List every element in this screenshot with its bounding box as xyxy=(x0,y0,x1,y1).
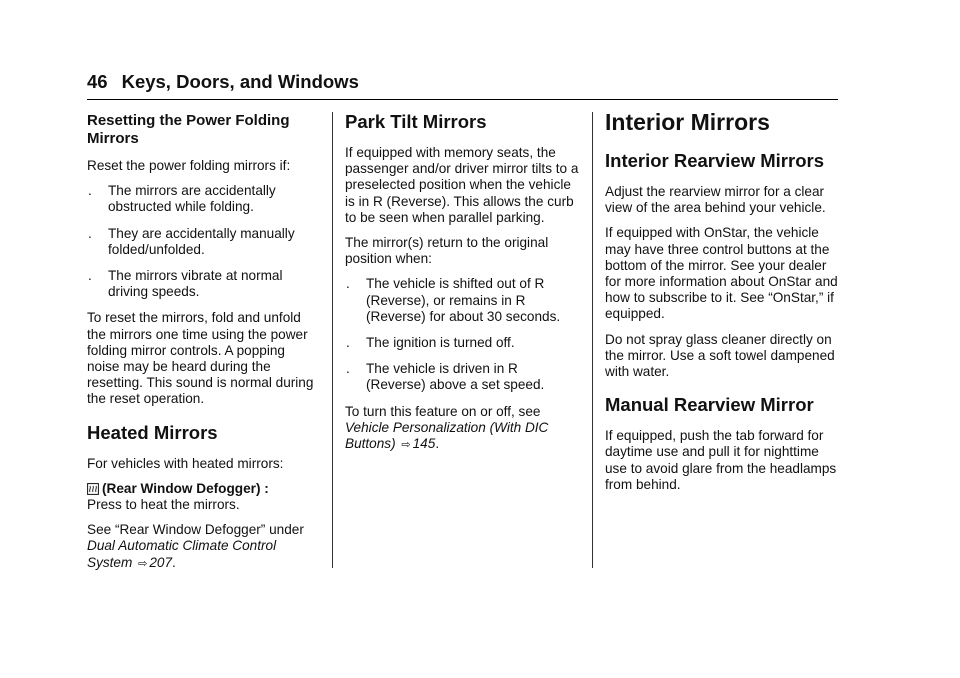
reference-title: Vehicle Personalization (With DIC Buttons) xyxy=(345,419,549,452)
bullet-mark: . xyxy=(88,268,92,284)
bullet-mark: . xyxy=(346,361,350,377)
chapter-section-title: Interior Mirrors xyxy=(605,109,770,135)
list-item: . The mirrors vibrate at normal driving speeds. xyxy=(88,268,283,300)
column-divider xyxy=(332,112,333,568)
bullet-mark: . xyxy=(88,225,92,241)
paragraph: Adjust the rearview mirror for a clear view of the area behind your vehicle. xyxy=(605,184,826,216)
page-reference-icon: ⇨ xyxy=(401,439,411,452)
paragraph: The mirror(s) return to the original position when: xyxy=(345,235,549,267)
list-item: . The vehicle is shifted out of R (Reverse), or remains in R (Reverse) for about 30 seconds. xyxy=(346,276,561,324)
list-item: . The ignition is turned off. xyxy=(346,335,515,351)
paragraph: If equipped with memory seats, the passenger and/or driver mirror tilts to a preselected position when the vehicle is in R (Reverse). This allows the curb to be seen when parallel parking. xyxy=(345,145,579,225)
bullet-list xyxy=(345,276,581,393)
cross-reference: See “Rear Window Defogger” under Dual Automatic Climate Control System ⇨ 207. xyxy=(87,522,304,570)
paragraph: If equipped, push the tab forward for daytime use and pull it for nighttime use to avoid glare from the headlamps from behind. xyxy=(605,428,837,492)
paragraph: If equipped with OnStar, the vehicle may have three control buttons at the bottom of the mirror. See your dealer for more information about OnStar and how to subscribe to it. See “OnStar,” if equipped. xyxy=(605,225,838,322)
list-item: . The mirrors are accidentally obstructed while folding. xyxy=(88,183,276,215)
defogger-description: Press to heat the mirrors. xyxy=(87,497,240,513)
bullet-list xyxy=(87,183,319,300)
paragraph: Reset the power folding mirrors if: xyxy=(87,158,291,173)
reference-title: Dual Automatic Climate Control System xyxy=(87,538,277,570)
bullet-mark: . xyxy=(346,335,350,351)
defogger-label: (Rear Window Defogger) : xyxy=(102,480,269,496)
section-title-heated-mirrors: Heated Mirrors xyxy=(87,421,218,443)
column-divider xyxy=(592,112,593,568)
bullet-mark: . xyxy=(88,183,92,199)
section-title-park-tilt: Park Tilt Mirrors xyxy=(345,111,487,132)
paragraph: Do not spray glass cleaner directly on the mirror. Use a soft towel dampened with water. xyxy=(605,331,835,380)
section-title-manual-rearview: Manual Rearview Mirror xyxy=(605,394,814,416)
rear-defogger-icon xyxy=(87,483,99,495)
paragraph: To reset the mirrors, fold and unfold the mirrors one time using the power folding mirror controls. A popping noise may be heard during the resetting. This sound is normal during the reset operation. xyxy=(87,310,314,407)
column-middle xyxy=(345,108,581,462)
page-reference-icon: ⇨ xyxy=(138,557,148,570)
column-left xyxy=(87,108,319,581)
reference-page: 145 xyxy=(412,436,436,452)
page-number: 46 xyxy=(87,71,108,92)
cross-reference: To turn this feature on or off, see Vehicle Personalization (With DIC Buttons) ⇨ 145. xyxy=(345,403,549,452)
defogger-entry xyxy=(87,481,319,513)
chapter-title: Keys, Doors, and Windows xyxy=(121,71,359,92)
paragraph: For vehicles with heated mirrors: xyxy=(87,455,284,471)
section-title-interior-rearview: Interior Rearview Mirrors xyxy=(605,150,824,171)
list-item: . They are accidentally manually folded/unfolded. xyxy=(88,225,295,257)
reference-page: 207 xyxy=(149,554,173,570)
page-header xyxy=(87,70,838,100)
section-title-reset-mirrors: Resetting the Power Folding Mirrors xyxy=(87,112,290,147)
list-item: . The vehicle is driven in R (Reverse) above a set speed. xyxy=(346,361,545,393)
bullet-mark: . xyxy=(346,276,350,292)
column-right xyxy=(605,108,841,502)
